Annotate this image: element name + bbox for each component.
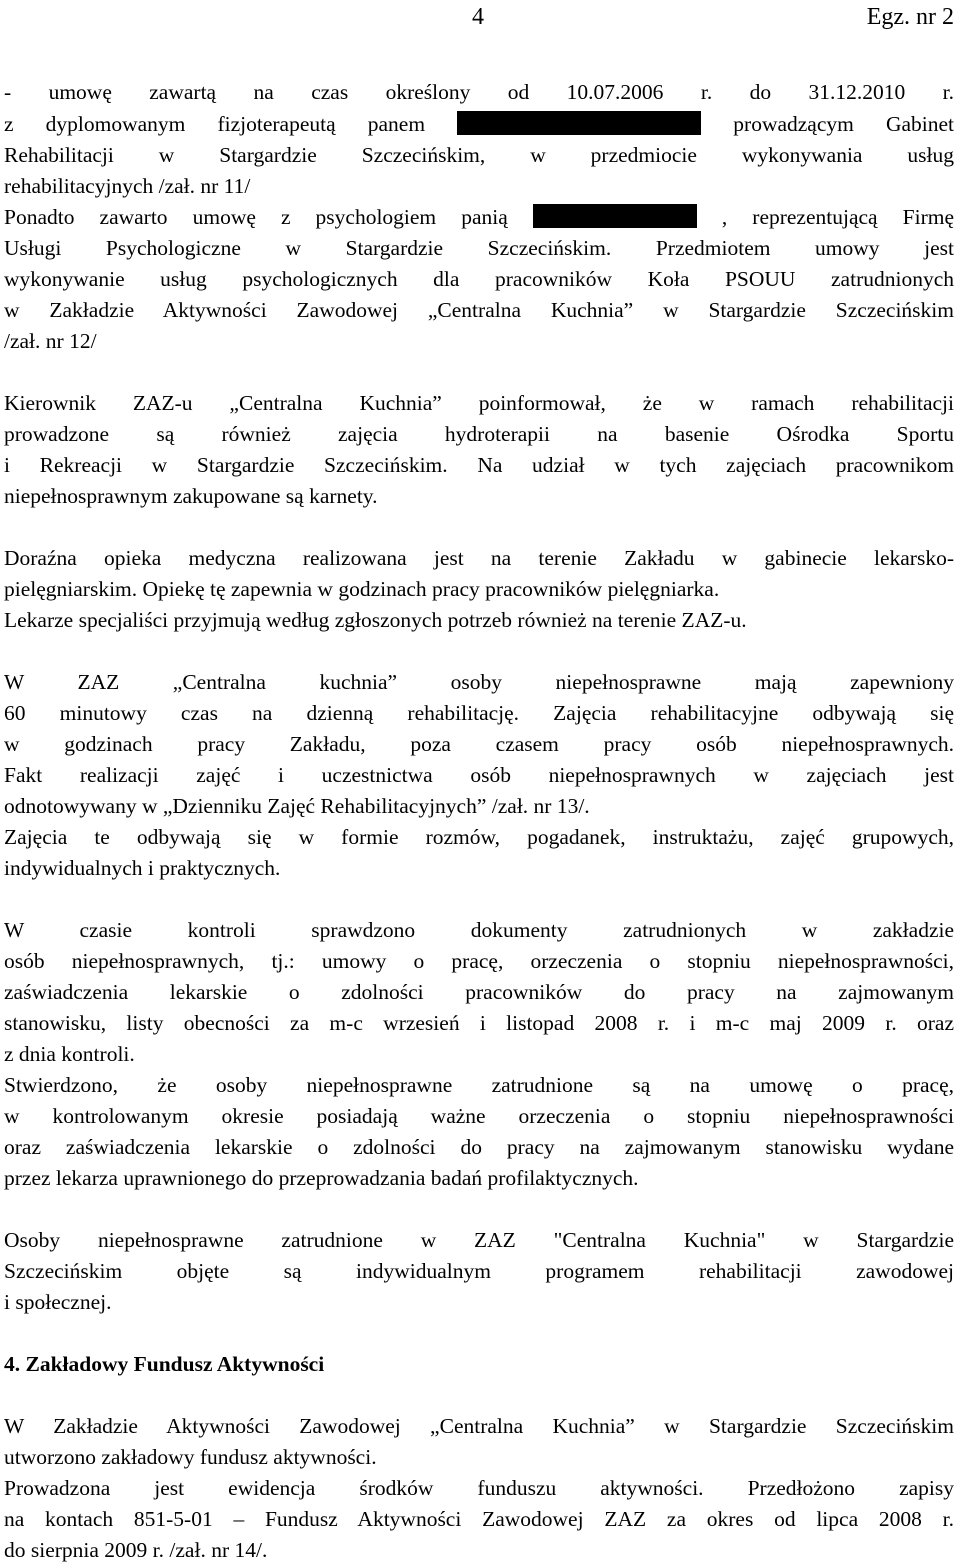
- text-line: na kontach 851-5-01 – Fundusz Aktywności Zawodowej ZAZ za okres od lipca 2008 r.: [4, 1507, 954, 1531]
- text-line-redacted: [4, 109, 954, 139]
- text-line: z dnia kontroli.: [4, 1042, 135, 1066]
- text-line: - umowę zawartą na czas określony od 10.07.2006 r. do 31.12.2010 r.: [4, 80, 954, 104]
- text-line: w godzinach pracy Zakładu, poza czasem pracy osób niepełnosprawnych.: [4, 732, 954, 756]
- text-line: w Zakładzie Aktywności Zawodowej „Centralna Kuchnia” w Stargardzie Szczecińskim: [4, 298, 954, 322]
- text-line: 60 minutowy czas na dzienną rehabilitację. Zajęcia rehabilitacyjne odbywają się: [4, 701, 954, 725]
- text-line: Lekarze specjaliści przyjmują według zgłoszonych potrzeb również na terenie ZAZ-u.: [4, 608, 747, 632]
- section-heading: 4. Zakładowy Fundusz Aktywności: [4, 1352, 325, 1376]
- text-line: pielęgniarskim. Opiekę tę zapewnia w godzinach pracy pracowników pielęgniarka.: [4, 577, 720, 601]
- text-line: Prowadzona jest ewidencja środków funduszu aktywności. Przedłożono zapisy: [4, 1476, 954, 1500]
- text-line: rehabilitacyjnych /zał. nr 11/: [4, 174, 251, 198]
- text-after-redaction: prowadzącym Gabinet: [733, 112, 955, 136]
- text-line: Osoby niepełnosprawne zatrudnione w ZAZ "Centralna Kuchnia" w Stargardzie: [4, 1228, 954, 1252]
- text-line: W czasie kontroli sprawdzono dokumenty zatrudnionych w zakładzie: [4, 918, 954, 942]
- text-line: i Rekreacji w Stargardzie Szczecińskim. Na udział w tych zajęciach pracownikom: [4, 453, 954, 477]
- text-line: Rehabilitacji w Stargardzie Szczecińskim, w przedmiocie wykonywania usług: [4, 143, 954, 167]
- text-after-redaction: , reprezentującą Firmę: [721, 205, 954, 229]
- text-line: Doraźna opieka medyczna realizowana jest na terenie Zakładu w gabinecie lekarsko-: [4, 546, 954, 570]
- text-line: stanowisku, listy obecności za m-c wrzesień i listopad 2008 r. i m-c maj 2009 r. oraz: [4, 1011, 954, 1035]
- text-line: /zał. nr 12/: [4, 329, 97, 353]
- page-number: 4: [472, 4, 484, 30]
- text-line: przez lekarza uprawnionego do przeprowadzania badań profilaktycznych.: [4, 1166, 639, 1190]
- text-line: osób niepełnosprawnych, tj.: umowy o pracę, orzeczenia o stopniu niepełnosprawności,: [4, 949, 954, 973]
- text-line: Zajęcia te odbywają się w formie rozmów, pogadanek, instruktażu, zajęć grupowych,: [4, 825, 954, 849]
- text-line-redacted: [4, 202, 954, 232]
- text-before-redaction: z dyplomowanym fizjoterapeutą panem: [4, 112, 426, 136]
- redaction-block: [457, 111, 701, 135]
- text-line: W Zakładzie Aktywności Zawodowej „Centralna Kuchnia” w Stargardzie Szczecińskim: [4, 1414, 954, 1438]
- text-before-redaction: Ponadto zawarto umowę z psychologiem panią: [4, 205, 508, 229]
- copy-number-label: Egz. nr 2: [866, 4, 954, 30]
- text-line: indywidualnych i praktycznych.: [4, 856, 281, 880]
- text-line: prowadzone są również zajęcia hydroterapii na basenie Ośrodka Sportu: [4, 422, 954, 446]
- text-line: W ZAZ „Centralna kuchnia” osoby niepełnosprawne mają zapewniony: [4, 670, 954, 694]
- text-line: wykonywanie usług psychologicznych dla pracowników Koła PSOUU zatrudnionych: [4, 267, 954, 291]
- text-line: zaświadczenia lekarskie o zdolności pracowników do pracy na zajmowanym: [4, 980, 954, 1004]
- text-line: odnotowywany w „Dzienniku Zajęć Rehabilitacyjnych” /zał. nr 13/.: [4, 794, 590, 818]
- text-line: utworzono zakładowy fundusz aktywności.: [4, 1445, 377, 1469]
- text-line: Fakt realizacji zajęć i uczestnictwa osób niepełnosprawnych w zajęciach jest: [4, 763, 954, 787]
- text-line: Usługi Psychologiczne w Stargardzie Szczecińskim. Przedmiotem umowy jest: [4, 236, 954, 260]
- redaction-block: [533, 204, 697, 228]
- text-line: i społecznej.: [4, 1290, 112, 1314]
- text-line: w kontrolowanym okresie posiadają ważne orzeczenia o stopniu niepełnosprawności: [4, 1104, 954, 1128]
- text-line: Szczecińskim objęte są indywidualnym programem rehabilitacji zawodowej: [4, 1259, 954, 1283]
- text-line: Kierownik ZAZ-u „Centralna Kuchnia” poinformował, że w ramach rehabilitacji: [4, 391, 954, 415]
- text-line: oraz zaświadczenia lekarskie o zdolności do pracy na zajmowanym stanowisku wydane: [4, 1135, 954, 1159]
- text-line: niepełnosprawnym zakupowane są karnety.: [4, 484, 378, 508]
- page-header: [0, 4, 960, 36]
- text-line: Stwierdzono, że osoby niepełnosprawne zatrudnione są na umowę o pracę,: [4, 1073, 954, 1097]
- text-line: do sierpnia 2009 r. /zał. nr 14/.: [4, 1538, 268, 1562]
